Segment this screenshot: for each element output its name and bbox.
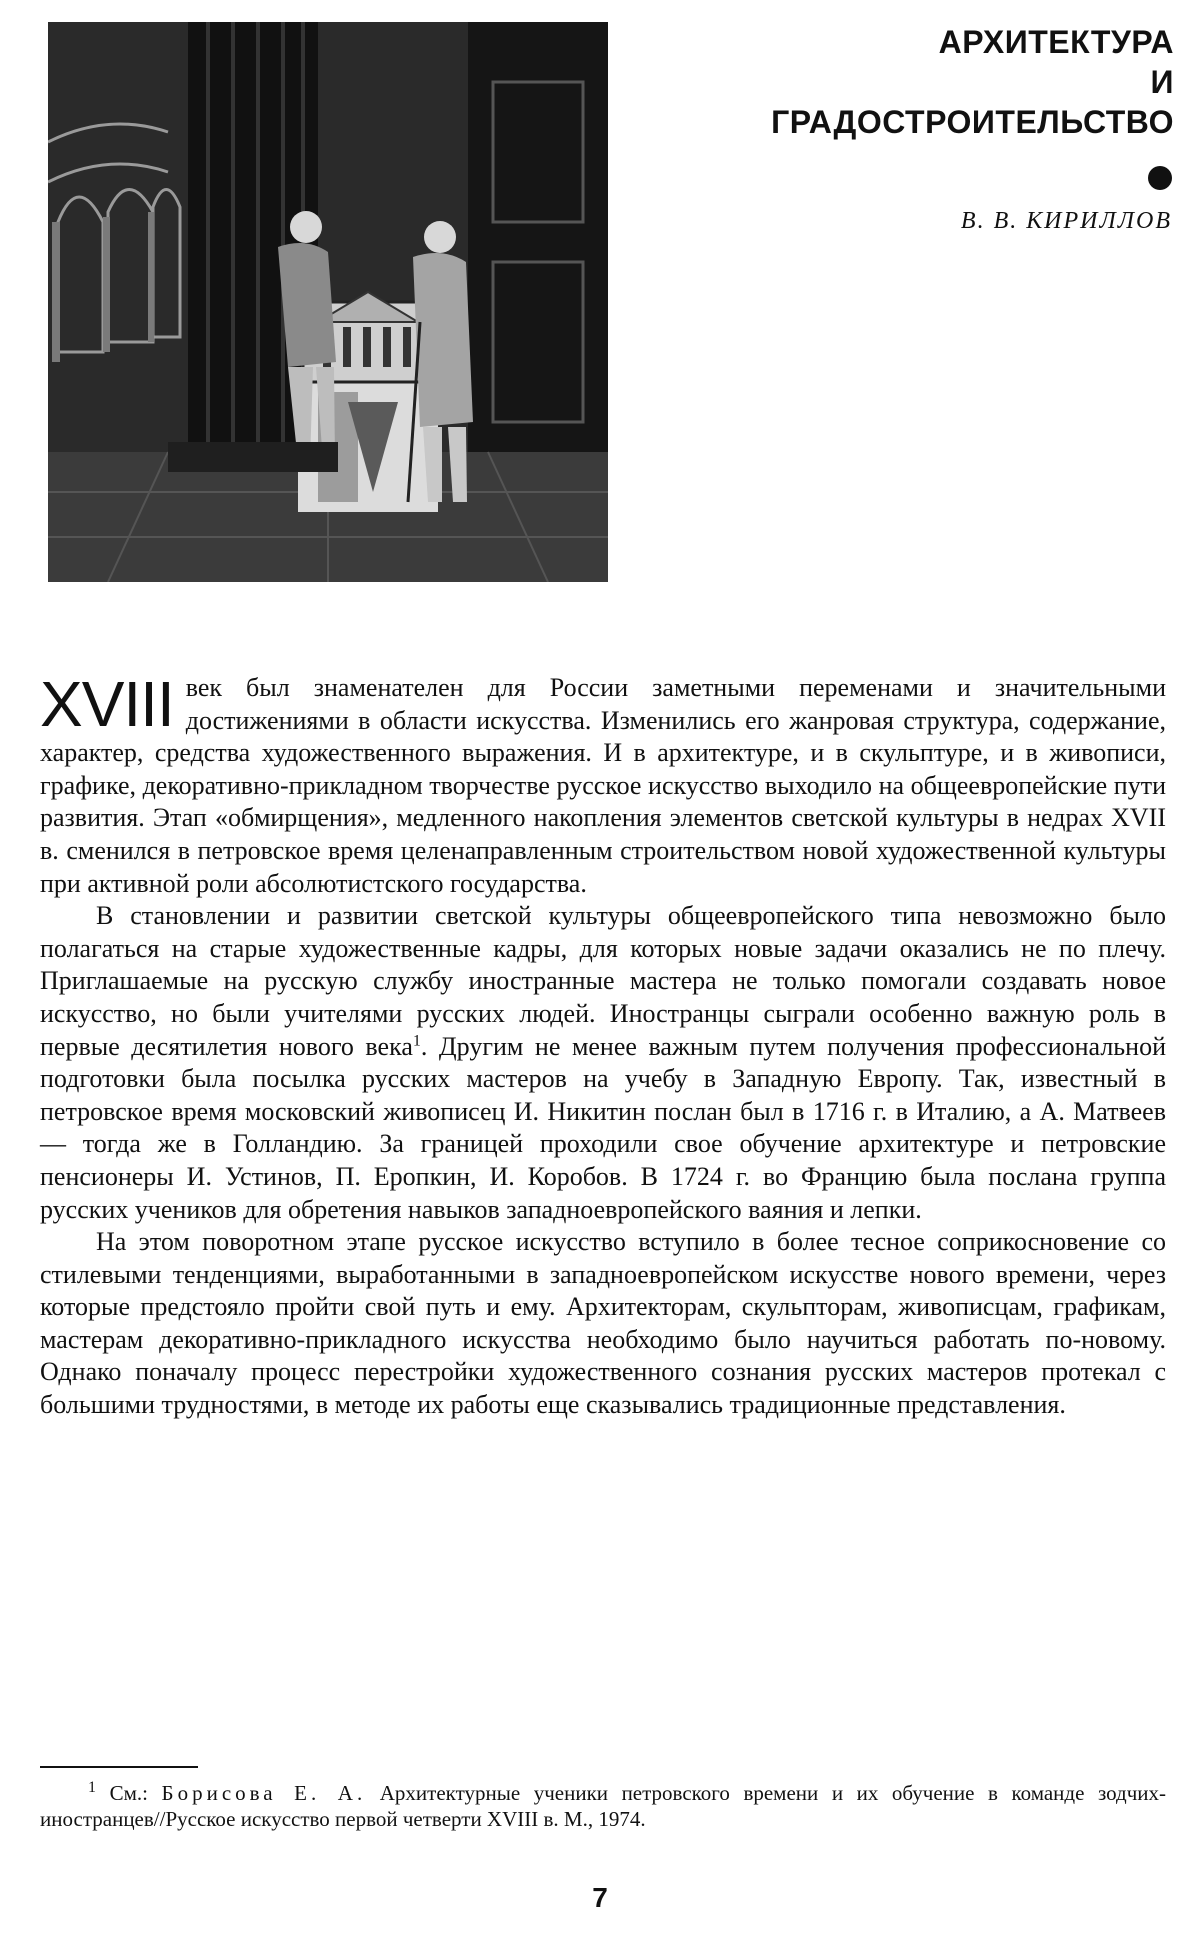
section-title-line-1: АРХИТЕКТУРА [938,24,1174,60]
dropcap: XVIII [40,668,174,740]
paragraph-1-text: век был знаменателен для России заметными переменами и значительными достижениями в области искусства. Изменились его жанровая структура, содержание, характер, средства художественного выражения. И в архитектуре, и в скульптуре, и в живописи, графике, декоративно-прикладном творчестве русское искусство выходило на общеевропейские пути развития. Этап «обмирщения», медленного накопления элементов светской культуры в недрах XVII в. сменился в петровское время целенаправленным строительством новой художественной культуры при активной роли абсолютистского государства. [40,673,1166,898]
article-body [40,668,1166,1422]
paragraph-2-text-b: . Другим не менее важным путем получения профессиональной подготовки была посылка русских мастеров на учебу в Западную Европу. Так, известный в петровское время московский живописец И. Никитин послан был в 1716 г. в Италию, а А. Матвеев — тогда же в Голландию. За границей проходили свое обучение архитектуре и петровские пенсионеры И. Устинов, П. Еропкин, И. Коробов. В 1724 г. во Францию была послана группа русских учеников для обретения навыков западноевропейского ваяния и лепки. [40,1031,1166,1224]
footnote-reference[interactable]: 1 [412,1031,421,1049]
section-title-line-2: И [1150,64,1174,100]
author-name: В. В. КИРИЛЛОВ [960,208,1172,234]
section-title-line-3: ГРАДОСТРОИТЕЛЬСТВО [771,104,1174,140]
footnote-text: Архитектурные ученики петровского времени и их обучение в команде зодчих-иностранцев//Русское искусство первой четверти XVIII в. М., 1974. [40,1781,1167,1831]
engraving-illustration [48,22,608,582]
footnote-lead: См.: [109,1781,148,1805]
footnote-author: Борисова Е. А. [161,1781,367,1805]
bullet-dot-icon [1148,166,1172,190]
engraving-illustration-icon [48,22,608,582]
paragraph-1 [40,668,1166,900]
paragraph-2 [40,900,1166,1226]
page-number: 7 [592,1882,608,1913]
paragraph-3-text: На этом поворотном этапе русское искусство вступило в более тесное соприкосновение со стилевыми тенденциями, выработанными в западноевропейском искусстве нового времени, через которые предстояло пройти свой путь и ему. Архитекторам, скульпторам, живописцам, графикам, мастерам декоративно-прикладного искусства необходимо было научиться работать по-новому. Однако поначалу процесс перестройки художественного сознания русских мастеров протекал с большими трудностями, в методе их работы еще сказывались традиционные представления. [40,1227,1166,1420]
paragraph-2-text-a: В становлении и развитии светской культуры общеевропейского типа невозможно было полагаться на старые художественные кадры, для которых новые задачи оказались не по плечу. Приглашаемые на русскую службу иностранные мастера не только помогали создавать новое искусство, но были учителями русских людей. Иностранцы сыграли особенно важную роль в первые десятилетия нового века [40,901,1166,1061]
footnote-divider [40,1766,198,1768]
paragraph-3 [40,1226,1166,1422]
footnote [40,1780,1166,1832]
section-title [714,22,1174,142]
footnote-marker: 1 [88,1779,96,1796]
